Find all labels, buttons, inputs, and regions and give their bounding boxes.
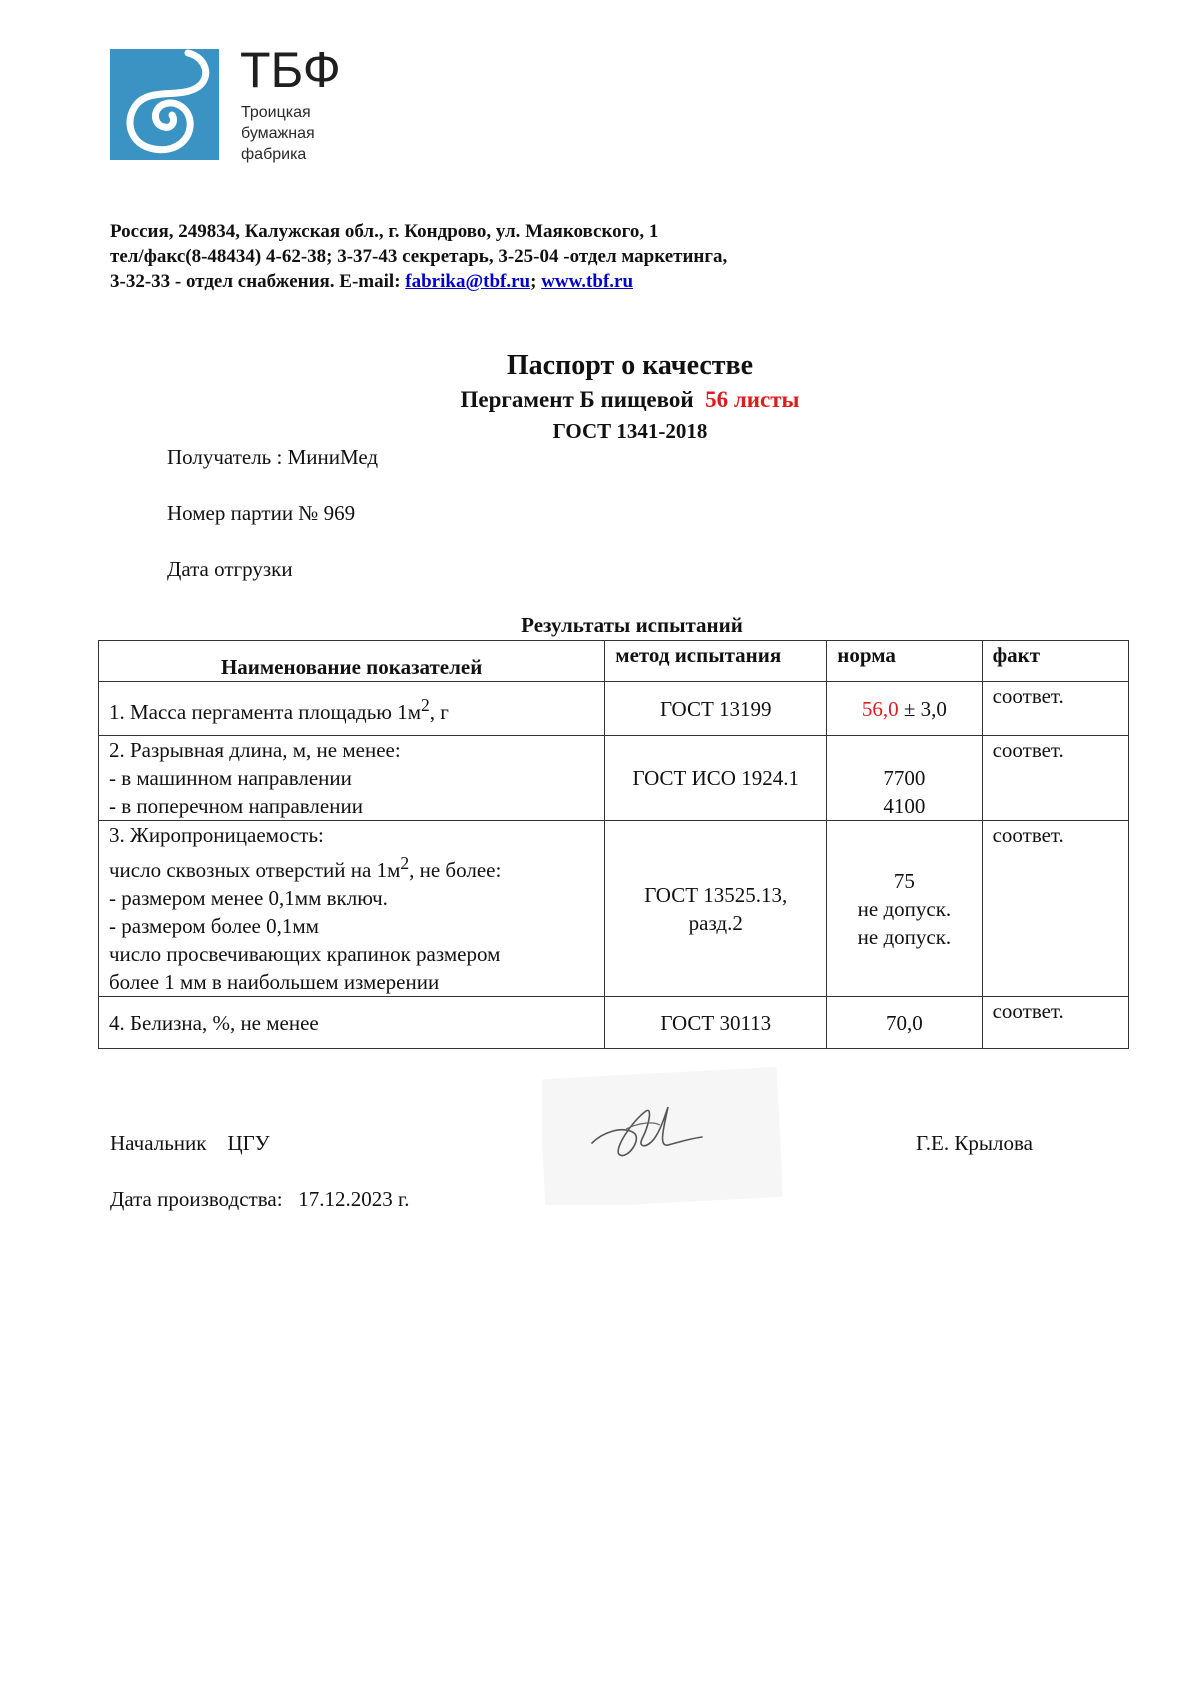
product-standard: ГОСТ 1341-2018 bbox=[552, 419, 708, 443]
signer-name: Г.Е. Крылова bbox=[916, 1131, 1033, 1155]
results-table bbox=[98, 640, 1129, 1049]
method-cell: ГОСТ 30113 bbox=[605, 997, 827, 1049]
fact-cell: соответ. bbox=[982, 821, 1128, 997]
indicator-cell: 2. Разрывная длина, м, не менее: - в машинном направлении - в поперечном направлении bbox=[99, 736, 605, 821]
indicator-cell: 3. Жиропроницаемость: число сквозных отверстий на $1м^2$, не более: - размером менее 0,1мм включ. - размером более 0,1мм число просвечивающих крапинок размером более 1 мм в наибольшем измерении bbox=[99, 821, 605, 997]
address-line-1: Россия, 249834, Калужская обл., г. Кондрово, ул. Маяковского, 1 bbox=[110, 221, 659, 242]
address-line-2: тел/факс(8-48434) 4-62-38; 3-37-43 секретарь, 3-25-04 -отдел маркетинга, bbox=[110, 246, 728, 267]
website-link[interactable]: www.tbf.ru bbox=[541, 271, 634, 292]
fact-cell: соответ. bbox=[982, 997, 1128, 1049]
handwritten-signature bbox=[542, 1063, 782, 1205]
document-title: Паспорт о качестве bbox=[506, 350, 754, 381]
method-cell: ГОСТ 13525.13, разд.2 bbox=[605, 821, 827, 997]
table-row bbox=[99, 682, 1129, 736]
product-format: 56 листы bbox=[705, 387, 800, 412]
product-name: Пергамент Б пищевой 56 листы bbox=[460, 387, 800, 412]
indicator-cell: 1. Масса пергамента площадью $1м^2$, г bbox=[99, 682, 605, 736]
column-header-fact: факт bbox=[982, 641, 1128, 682]
fact-cell: соответ. bbox=[982, 682, 1128, 736]
signer-position: Начальник ЦГУ bbox=[110, 1131, 270, 1155]
column-header-method: метод испытания bbox=[605, 641, 827, 682]
norm-cell: 75 не допуск. не допуск. bbox=[827, 821, 982, 997]
email-link[interactable]: fabrika@tbf.ru bbox=[405, 271, 531, 292]
method-cell: ГОСТ 13199 bbox=[605, 682, 827, 736]
table-row bbox=[99, 821, 1129, 997]
table-row bbox=[99, 997, 1129, 1049]
norm-cell: 7700 4100 bbox=[827, 736, 982, 821]
norm-cell: 70,0 bbox=[827, 997, 982, 1049]
recipient-field: Получатель : МиниМед bbox=[167, 445, 379, 469]
method-cell: ГОСТ ИСО 1924.1 bbox=[605, 736, 827, 821]
table-header-row bbox=[99, 641, 1129, 682]
batch-number-field: Номер партии № 969 bbox=[167, 501, 356, 525]
production-date: Дата производства: 17.12.2023 г. bbox=[110, 1187, 410, 1211]
column-header-indicator: Наименование показателей bbox=[99, 641, 605, 682]
spiral-logo-icon bbox=[110, 49, 219, 160]
address-line-3: 3-32-33 - отдел снабжения. E-mail: fabrika@tbf.ru; www.tbf.ru bbox=[110, 271, 634, 292]
norm-cell: 56,0 ± 3,0 bbox=[827, 682, 982, 736]
indicator-cell: 4. Белизна, %, не менее bbox=[99, 997, 605, 1049]
shipment-date-field: Дата отгрузки bbox=[167, 557, 293, 581]
company-address bbox=[110, 219, 727, 294]
table-row bbox=[99, 736, 1129, 821]
fact-cell: соответ. bbox=[982, 736, 1128, 821]
logo-company-name: Троицкая бумажная фабрика bbox=[241, 104, 315, 163]
logo-abbreviation: ТБФ bbox=[240, 42, 341, 98]
results-caption: Результаты испытаний bbox=[521, 613, 743, 637]
column-header-norm: норма bbox=[827, 641, 982, 682]
